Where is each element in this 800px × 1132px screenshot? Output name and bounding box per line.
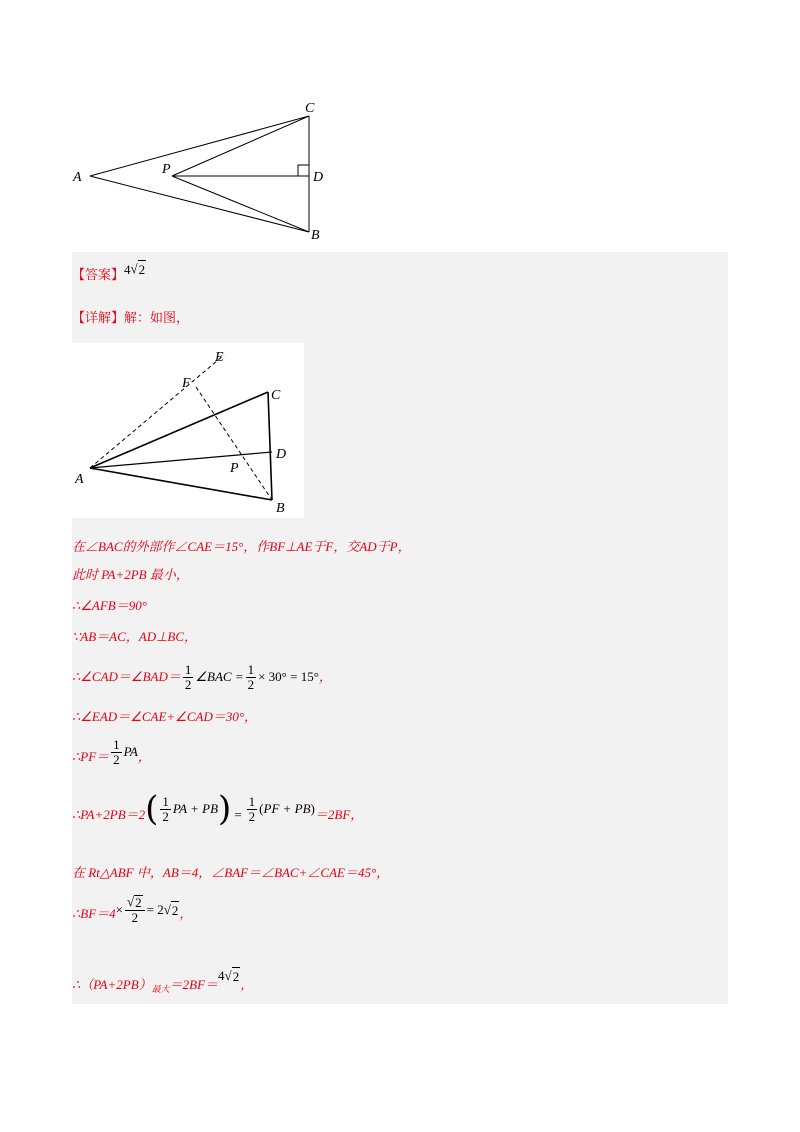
label-D: D xyxy=(313,170,324,185)
detail-line xyxy=(72,310,189,328)
label-P: P xyxy=(162,162,171,177)
step-6: ∴∠EAD＝∠CAE+∠CAD＝30°， xyxy=(72,709,258,724)
detail-tag: 【详解】 xyxy=(72,311,125,326)
label-E: E xyxy=(215,350,224,365)
label-C: C xyxy=(305,101,315,116)
label-C2: C xyxy=(271,388,281,403)
step-10: ∴BF＝4 × √ 2 2 = 2 √ 2 ， xyxy=(72,894,193,925)
label-F: F xyxy=(182,376,191,391)
label-P2: P xyxy=(230,461,239,476)
figure-triangle-construction xyxy=(72,343,304,518)
step-3: ∴∠AFB＝90° xyxy=(72,598,147,613)
label-B2: B xyxy=(276,501,285,516)
label-B: B xyxy=(311,228,320,243)
answer-line xyxy=(72,261,146,285)
figure-triangle-top xyxy=(68,98,338,244)
step-9: 在 Rt△ABF 中，AB＝4，∠BAF＝∠BAC+∠CAE＝45°， xyxy=(72,865,390,880)
answer-value: 4 √ 2 xyxy=(124,261,146,277)
label-A: A xyxy=(73,170,82,185)
step-2: 此时 PA+2PB 最小， xyxy=(72,567,189,582)
step-4: ∵AB＝AC，AD⊥BC， xyxy=(72,629,198,644)
step-8: ∴PA+2PB＝2 ( $\frac{1}{2}$ PA + PB ) = $\frac{1}{2}$ ( PF + PB ) ＝2BF， xyxy=(72,789,364,829)
detail-intro: 解：如图， xyxy=(124,311,190,326)
step-7: ∴PF＝ $\frac{1}{2}$ PA ， xyxy=(72,736,151,767)
answer-tag: 【答案】 xyxy=(72,267,125,283)
step-11: ∴（PA+2PB） 最大 ＝2BF＝ 4 √ 2 ， xyxy=(72,967,254,994)
label-D2: D xyxy=(276,447,287,462)
step-5: ∴∠CAD＝∠BAD＝ $\frac{1}{2}$ ∠BAC = $\frac{1}{2}$ × 30° = 15° ， xyxy=(72,661,332,692)
step-1: 在∠BAC的外部作∠CAE＝15°，作BF⊥AE于F，交AD于P， xyxy=(72,539,411,554)
label-A2: A xyxy=(75,472,84,487)
